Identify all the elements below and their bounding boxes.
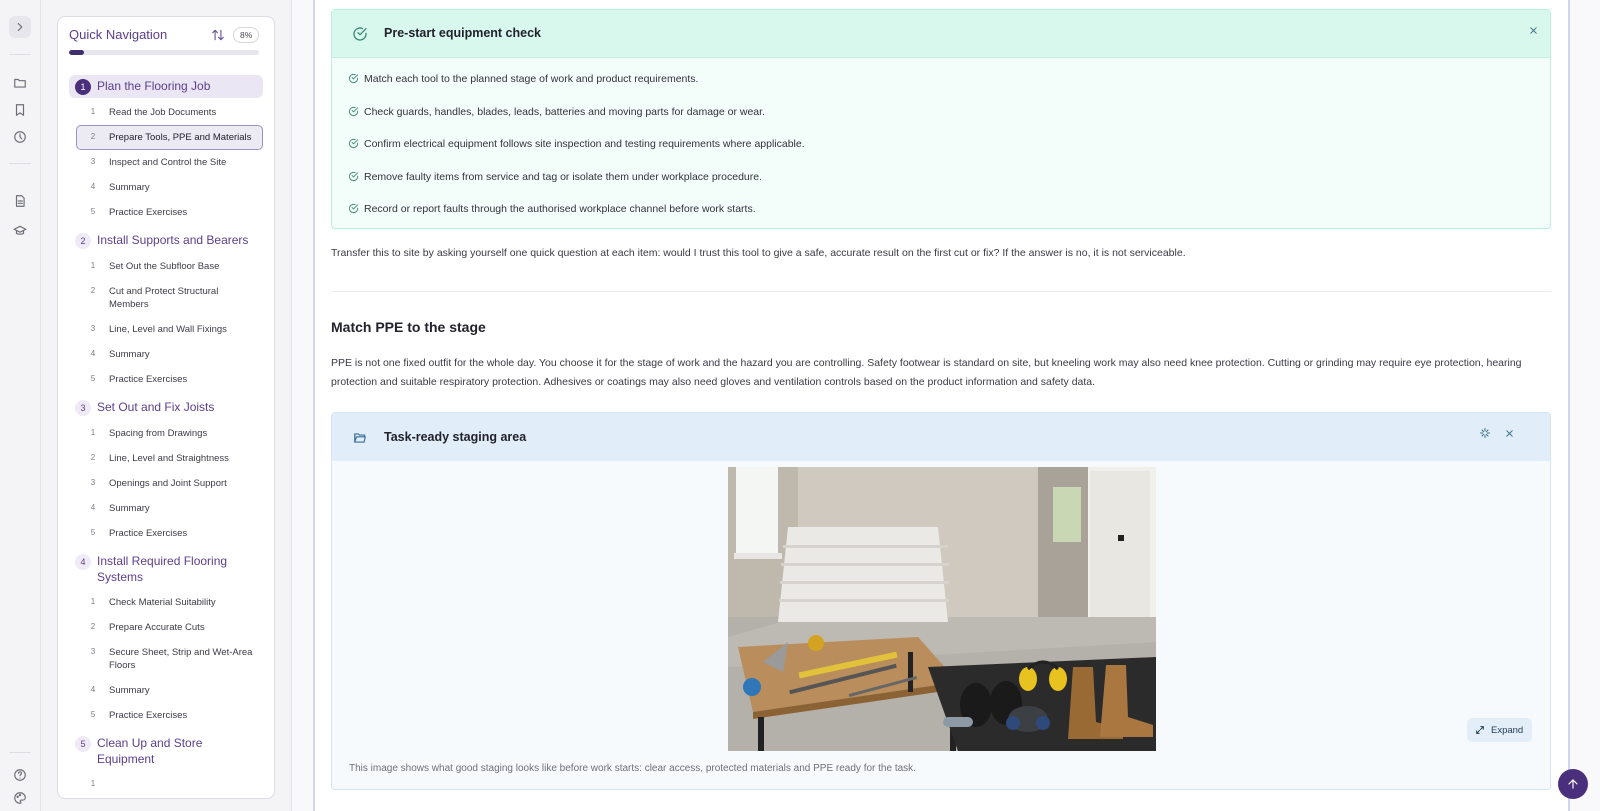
progress-badge: 8% [233, 27, 259, 43]
subsection-label: Summary [109, 685, 150, 696]
subsection-label: Practice Exercises [109, 207, 188, 218]
ppe-paragraph: PPE is not one fixed outfit for the whole day. You choose it for the stage of work and the hazard you are controlling. Safety footwear is standard on site, but kneeling work may also need knee protection. Cutting or grinding may require eye protection, hearing protection and suitable respiratory protection. Adhesives or coatings may also need gloves and ventilation controls based on the product information and safety data. [331, 357, 1522, 388]
nav-subsection-list [76, 772, 263, 796]
nav-subsection-item[interactable] [76, 100, 263, 125]
subsection-number: 2 [90, 132, 96, 141]
subsection-label: Secure Sheet, Strip and Wet-Area Floors [109, 647, 253, 671]
left-rail [0, 0, 41, 811]
subsection-number: 2 [90, 286, 96, 295]
help-icon[interactable] [9, 764, 31, 786]
folder-icon[interactable] [9, 72, 31, 94]
checklist-item-text: Confirm electrical equipment follows site inspection and testing requirements where applicable. [364, 138, 805, 150]
nav-subsection-item[interactable] [76, 342, 263, 367]
subsection-number: 4 [90, 685, 96, 694]
lesson-content[interactable] [313, 0, 1570, 811]
nav-subsection-item[interactable] [76, 703, 263, 728]
rail-divider [9, 163, 31, 164]
section-heading: Match PPE to the stage [331, 319, 486, 335]
subsection-label: Summary [109, 182, 150, 193]
subsection-number: 1 [90, 107, 96, 116]
nav-section-header[interactable] [69, 550, 263, 588]
section-divider [331, 291, 1551, 292]
nav-section [69, 229, 263, 392]
section-number: 3 [75, 400, 91, 416]
nav-subsection-item[interactable] [76, 772, 263, 796]
callout-header [332, 413, 1550, 461]
subsection-label: Practice Exercises [109, 528, 188, 539]
check-icon [348, 201, 359, 212]
check-circle-icon [352, 26, 368, 42]
subsection-number: 4 [90, 503, 96, 512]
subsection-number: 1 [90, 261, 96, 270]
subsection-label: Summary [109, 349, 150, 360]
transfer-paragraph: Transfer this to site by asking yourself one quick question at each item: would I trust this tool to give a safe, accurate result on the first cut or fix? If the answer is no, it is not serviceable. [331, 247, 1186, 259]
nav-subsection-item[interactable] [76, 521, 263, 546]
nav-subsection-item[interactable] [76, 317, 263, 342]
subsection-number: 5 [90, 207, 96, 216]
nav-subsection-item[interactable] [76, 150, 263, 175]
check-icon [348, 104, 359, 115]
subsection-number: 1 [90, 428, 96, 437]
equipment-check-callout [331, 9, 1551, 229]
nav-section-header[interactable] [69, 229, 263, 252]
check-icon [348, 169, 359, 180]
nav-section [69, 75, 263, 225]
callout-header [332, 10, 1550, 58]
close-icon[interactable] [1504, 426, 1515, 437]
folder-open-icon [353, 431, 367, 445]
subsection-number: 2 [90, 622, 96, 631]
rail-divider [9, 752, 31, 753]
checklist-item-text: Match each tool to the planned stage of work and product requirements. [364, 73, 699, 85]
bookmark-icon[interactable] [9, 99, 31, 121]
nav-subsection-item[interactable] [76, 125, 263, 150]
subsection-label: Openings and Joint Support [109, 478, 227, 489]
nav-subsection-item[interactable] [76, 615, 263, 640]
section-label: Plan the Flooring Job [97, 79, 211, 93]
section-label: Clean Up and Store Equipment [97, 736, 203, 766]
expand-label: Expand [1491, 724, 1524, 736]
subsection-label: Spacing from Drawings [109, 428, 208, 439]
expand-icon [1475, 725, 1485, 735]
nav-subsection-list [76, 254, 263, 392]
subsection-number: 3 [90, 157, 96, 166]
subsection-label: Line, Level and Straightness [109, 453, 229, 464]
nav-subsection-list [76, 421, 263, 546]
section-number: 5 [75, 736, 91, 752]
subsection-number: 3 [90, 647, 96, 656]
subsection-label: Inspect and Control the Site [109, 157, 227, 168]
nav-list [58, 75, 274, 799]
rail-divider [9, 54, 31, 55]
palette-icon[interactable] [9, 787, 31, 809]
subsection-label: Practice Exercises [109, 374, 188, 385]
checklist-item-text: Check guards, handles, blades, leads, batteries and moving parts for damage or wear. [364, 105, 765, 118]
chevron-right-icon[interactable] [9, 16, 31, 38]
subsection-number: 3 [90, 478, 96, 487]
callout-title: Task-ready staging area [384, 430, 527, 444]
subsection-number: 3 [90, 324, 96, 333]
subsection-number: 5 [90, 528, 96, 537]
section-number: 4 [75, 554, 91, 570]
subsection-label: Practice Exercises [109, 710, 188, 721]
subsection-label: Cut and Protect Structural Members [109, 286, 219, 310]
nav-section-header[interactable] [69, 396, 263, 419]
nav-section [69, 396, 263, 546]
nav-header [58, 17, 274, 57]
nav-subsection-item[interactable] [76, 254, 263, 279]
nav-subsection-item[interactable] [76, 471, 263, 496]
subsection-number: 2 [90, 453, 96, 462]
subsection-label: Check Material Suitability [109, 597, 216, 608]
checklist-item-text: Remove faulty items from service and tag or isolate them under workplace procedure. [364, 170, 763, 183]
nav-subsection-item[interactable] [76, 421, 263, 446]
nav-subsection-list [76, 100, 263, 225]
subsection-label: Line, Level and Wall Fixings [109, 324, 227, 335]
nav-section-header[interactable] [69, 732, 263, 770]
nav-subsection-item[interactable] [76, 367, 263, 392]
expand-button[interactable] [1467, 718, 1532, 742]
image-caption: This image shows what good staging looks like before work starts: clear access, protected materials and PPE ready for the task. [349, 763, 916, 774]
nav-title: Quick Navigation [69, 27, 168, 42]
subsection-number: 4 [90, 349, 96, 358]
staging-callout [331, 412, 1551, 790]
nav-section-header[interactable] [69, 75, 263, 98]
scroll-to-top-button[interactable] [1558, 769, 1588, 799]
document-icon[interactable] [9, 190, 31, 212]
subsection-number: 1 [90, 779, 96, 788]
subsection-label: Summary [109, 503, 150, 514]
close-icon[interactable] [1528, 23, 1539, 34]
clock-icon[interactable] [9, 126, 31, 148]
nav-subsection-list [76, 590, 263, 728]
navigation-panel [41, 0, 292, 811]
progress-bar [69, 50, 259, 55]
subsection-number: 5 [90, 374, 96, 383]
subsection-label: Prepare Accurate Cuts [109, 622, 205, 633]
checklist-item-text: Record or report faults through the authorised workplace channel before work starts. [364, 203, 756, 215]
nav-subsection-item[interactable] [76, 446, 263, 471]
subsection-number: 4 [90, 182, 96, 191]
nav-subsection-item[interactable] [76, 200, 263, 225]
section-number: 1 [75, 79, 91, 95]
nav-subsection-item[interactable] [76, 496, 263, 521]
graduation-cap-icon[interactable] [9, 220, 31, 242]
sort-icon[interactable] [211, 28, 225, 42]
check-icon [348, 136, 359, 147]
subsection-number: 1 [90, 597, 96, 606]
subsection-label: Set Out the Subfloor Base [109, 261, 220, 272]
staging-area-photo [728, 467, 1156, 751]
nav-section [69, 550, 263, 728]
sparkle-icon[interactable] [1479, 426, 1491, 438]
nav-subsection-item[interactable] [76, 279, 263, 317]
nav-subsection-item[interactable] [76, 640, 263, 678]
section-label: Install Required Flooring Systems [97, 554, 228, 584]
section-label: Install Supports and Bearers [97, 233, 249, 247]
nav-subsection-item[interactable] [76, 590, 263, 615]
arrow-up-icon [1566, 777, 1580, 791]
nav-subsection-item[interactable] [76, 678, 263, 703]
callout-title: Pre-start equipment check [384, 26, 541, 40]
subsection-label: Read the Job Documents [109, 107, 217, 118]
quick-navigation-card [57, 16, 275, 799]
main-area [292, 0, 1600, 811]
nav-subsection-item[interactable] [76, 175, 263, 200]
subsection-number: 5 [90, 710, 96, 719]
subsection-label: Prepare Tools, PPE and Materials [109, 132, 252, 143]
nav-section [69, 732, 263, 796]
section-label: Set Out and Fix Joists [97, 400, 215, 414]
check-icon [348, 71, 359, 82]
progress-bar-fill [69, 50, 84, 55]
section-number: 2 [75, 233, 91, 249]
